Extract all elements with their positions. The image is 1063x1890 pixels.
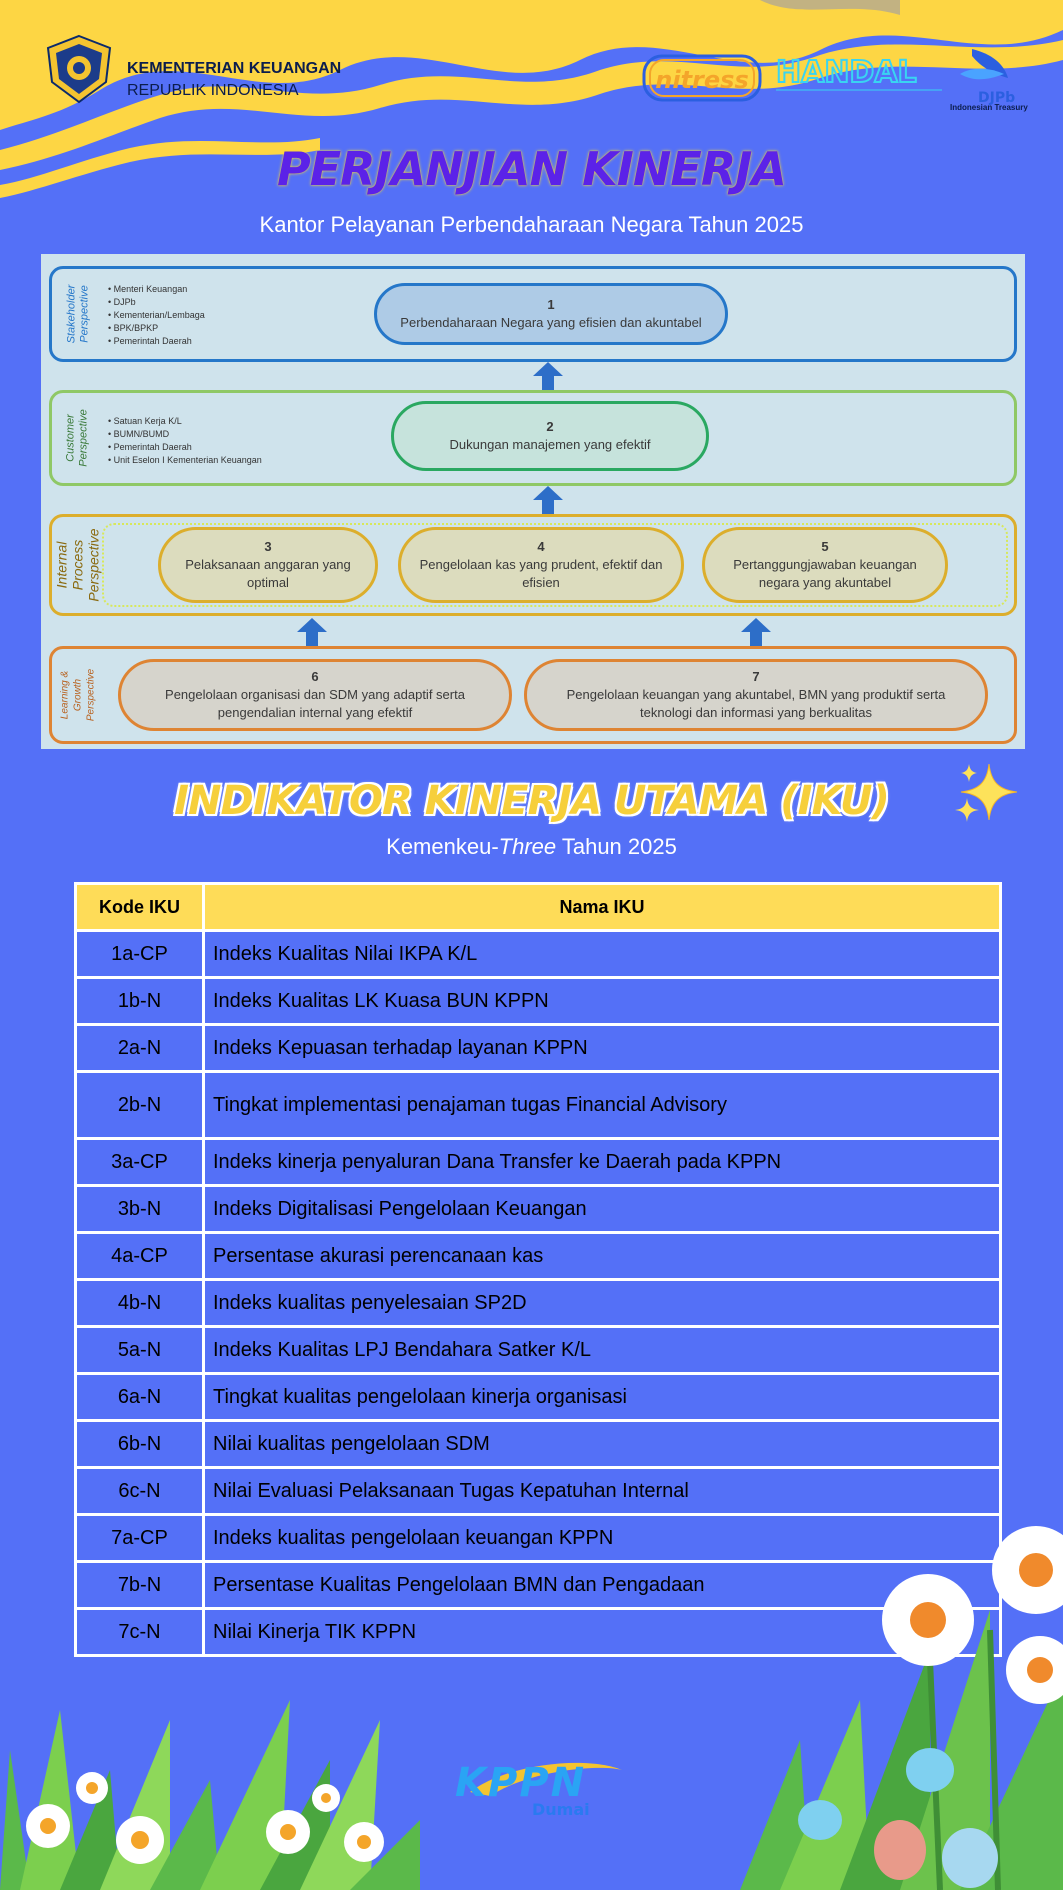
iku-name: Tingkat kualitas pengelolaan kinerja organisasi bbox=[204, 1374, 1001, 1421]
iku-code: 6c-N bbox=[76, 1468, 204, 1515]
goal-text: Pengelolaan keuangan yang akuntabel, BMN yang produktif serta teknologi dan informasi yang berkualitas bbox=[566, 687, 946, 720]
goal-3 bbox=[158, 527, 378, 603]
iku-name: Persentase akurasi perencanaan kas bbox=[204, 1233, 1001, 1280]
nitress-logo-icon bbox=[644, 56, 760, 100]
iku-code: 4b-N bbox=[76, 1280, 204, 1327]
ministry-name bbox=[127, 58, 341, 102]
perspective-label bbox=[58, 668, 98, 722]
internal-process-perspective bbox=[49, 514, 1017, 616]
table-row bbox=[76, 1374, 1001, 1421]
table-header-row bbox=[76, 884, 1001, 931]
perjanjian-title: PERJANJIAN KINERJA bbox=[277, 142, 786, 196]
handal-logo-icon bbox=[776, 55, 942, 90]
table-row bbox=[76, 1072, 1001, 1139]
table-row bbox=[76, 931, 1001, 978]
svg-text:DJPb: DJPb bbox=[978, 90, 1016, 106]
perspective-label bbox=[54, 528, 103, 602]
table-row bbox=[76, 1233, 1001, 1280]
table-row bbox=[76, 1280, 1001, 1327]
goal-text: Pengelolaan organisasi dan SDM yang adaptif serta pengendalian internal yang efektif bbox=[165, 687, 465, 720]
goal-5 bbox=[702, 527, 948, 603]
list-item: • Kementerian/Lembaga bbox=[108, 309, 205, 322]
iku-code: 5a-N bbox=[76, 1327, 204, 1374]
up-arrow-icon bbox=[533, 486, 563, 514]
up-arrow-icon bbox=[533, 362, 563, 390]
iku-code: 2a-N bbox=[76, 1025, 204, 1072]
list-item: • DJPb bbox=[108, 296, 205, 309]
iku-code: 7c-N bbox=[76, 1609, 204, 1656]
list-item: • Pemerintah Daerah bbox=[108, 335, 205, 348]
goal-7 bbox=[524, 659, 988, 731]
iku-code: 3b-N bbox=[76, 1186, 204, 1233]
iku-code: 2b-N bbox=[76, 1072, 204, 1139]
perspective-label bbox=[58, 284, 98, 344]
goal-6 bbox=[118, 659, 512, 731]
goal-1 bbox=[374, 283, 728, 345]
table-row bbox=[76, 1025, 1001, 1072]
goal-number: 1 bbox=[547, 297, 555, 312]
stakeholder-label: Stakeholder Perspective bbox=[65, 284, 90, 344]
table-row bbox=[76, 1327, 1001, 1374]
customer-list bbox=[108, 415, 262, 467]
goal-text: Perbendaharaan Negara yang efisien dan akuntabel bbox=[400, 315, 702, 330]
iku-subtitle-suffix: Tahun 2025 bbox=[556, 834, 677, 859]
goal-number: 6 bbox=[311, 669, 319, 684]
goal-text: Dukungan manajemen yang efektif bbox=[449, 437, 651, 452]
iku-name: Tingkat implementasi penajaman tugas Financial Advisory bbox=[204, 1072, 1001, 1139]
ministry-line-2: REPUBLIK INDONESIA bbox=[127, 82, 299, 99]
stakeholder-list bbox=[108, 283, 205, 348]
goal-text: Pertanggungjawaban keuangan negara yang akuntabel bbox=[733, 557, 917, 590]
iku-name: Indeks kualitas pengelolaan keuangan KPPN bbox=[204, 1515, 1001, 1562]
perspective-label bbox=[58, 409, 98, 467]
grass-left-icon bbox=[0, 1700, 420, 1890]
learning-label: Learning & Growth Perspective bbox=[59, 668, 97, 722]
iku-name: Indeks Kualitas Nilai IKPA K/L bbox=[204, 931, 1001, 978]
iku-name: Persentase Kualitas Pengelolaan BMN dan Pengadaan bbox=[204, 1562, 1001, 1609]
iku-name: Indeks kinerja penyaluran Dana Transfer ke Daerah pada KPPN bbox=[204, 1139, 1001, 1186]
iku-subtitle bbox=[0, 834, 1063, 860]
iku-subtitle-italic: Three bbox=[498, 834, 557, 859]
customer-label: Customer Perspective bbox=[65, 409, 90, 467]
customer-perspective bbox=[49, 390, 1017, 486]
list-item: • Satuan Kerja K/L bbox=[108, 415, 262, 428]
iku-name: Nilai kualitas pengelolaan SDM bbox=[204, 1421, 1001, 1468]
goal-2 bbox=[391, 401, 709, 471]
flower-decoration bbox=[0, 1520, 1063, 1890]
goal-4 bbox=[398, 527, 684, 603]
goal-text: Pelaksanaan anggaran yang optimal bbox=[185, 557, 351, 590]
internal-label: Internal Process Perspective bbox=[54, 528, 103, 602]
iku-code: 1a-CP bbox=[76, 931, 204, 978]
goal-text: Pengelolaan kas yang prudent, efektif dan efisien bbox=[419, 557, 663, 590]
goal-number: 2 bbox=[546, 419, 554, 434]
djpb-logo-icon bbox=[960, 49, 1015, 106]
sparkle-icon bbox=[955, 762, 1021, 824]
iku-code: 4a-CP bbox=[76, 1233, 204, 1280]
svg-text:HANDAL: HANDAL bbox=[776, 55, 917, 90]
table-row bbox=[76, 1468, 1001, 1515]
list-item: • Pemerintah Daerah bbox=[108, 441, 262, 454]
column-header-code: Kode IKU bbox=[76, 884, 204, 931]
list-item: • BUMN/BUMD bbox=[108, 428, 262, 441]
kemenkeu-emblem-icon bbox=[42, 34, 116, 104]
iku-name: Nilai Kinerja TIK KPPN bbox=[204, 1609, 1001, 1656]
kppn-city: Dumai bbox=[532, 1800, 590, 1819]
list-item: • BPK/BPKP bbox=[108, 322, 205, 335]
iku-code: 7a-CP bbox=[76, 1515, 204, 1562]
iku-name: Indeks Digitalisasi Pengelolaan Keuangan bbox=[204, 1186, 1001, 1233]
perjanjian-subtitle: Kantor Pelayanan Perbendaharaan Negara Tahun 2025 bbox=[259, 212, 804, 237]
iku-subtitle-prefix: Kemenkeu- bbox=[386, 834, 499, 859]
list-item: • Unit Eselon I Kementerian Keuangan bbox=[108, 454, 262, 467]
strategy-map bbox=[41, 254, 1025, 749]
iku-name: Indeks Kepuasan terhadap layanan KPPN bbox=[204, 1025, 1001, 1072]
table-row bbox=[76, 1139, 1001, 1186]
djpb-caption: Indonesian Treasury bbox=[950, 103, 1028, 112]
ministry-line-1: KEMENTERIAN KEUANGAN bbox=[127, 60, 342, 77]
iku-name: Indeks kualitas penyelesaian SP2D bbox=[204, 1280, 1001, 1327]
table-row bbox=[76, 978, 1001, 1025]
flowers-right-icon bbox=[740, 1526, 1063, 1890]
table-row bbox=[76, 1421, 1001, 1468]
stakeholder-perspective bbox=[49, 266, 1017, 362]
iku-code: 6a-N bbox=[76, 1374, 204, 1421]
goal-number: 5 bbox=[821, 539, 829, 554]
iku-code: 1b-N bbox=[76, 978, 204, 1025]
iku-code: 6b-N bbox=[76, 1421, 204, 1468]
iku-title: INDIKATOR KINERJA UTAMA (IKU) bbox=[174, 778, 889, 824]
goal-number: 3 bbox=[264, 539, 272, 554]
goal-number: 4 bbox=[537, 539, 545, 554]
kppn-logo-text: KPPN bbox=[455, 1760, 587, 1806]
column-header-name: Nama IKU bbox=[204, 884, 1001, 931]
iku-name: Indeks Kualitas LPJ Bendahara Satker K/L bbox=[204, 1327, 1001, 1374]
goal-number: 7 bbox=[752, 669, 760, 684]
iku-name: Nilai Evaluasi Pelaksanaan Tugas Kepatuhan Internal bbox=[204, 1468, 1001, 1515]
list-item: • Menteri Keuangan bbox=[108, 283, 205, 296]
iku-code: 3a-CP bbox=[76, 1139, 204, 1186]
svg-text:nitress: nitress bbox=[655, 66, 749, 94]
iku-code: 7b-N bbox=[76, 1562, 204, 1609]
table-row bbox=[76, 1186, 1001, 1233]
up-arrow-icon bbox=[297, 618, 327, 646]
learning-growth-perspective bbox=[49, 646, 1017, 744]
iku-name: Indeks Kualitas LK Kuasa BUN KPPN bbox=[204, 978, 1001, 1025]
up-arrow-icon bbox=[741, 618, 771, 646]
